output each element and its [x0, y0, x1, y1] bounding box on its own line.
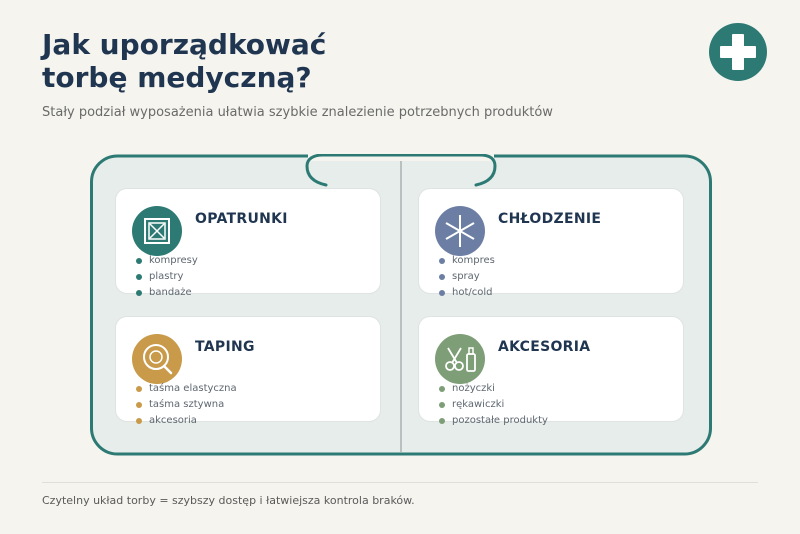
section-title: AKCESORIA — [498, 339, 591, 355]
list-item: taśma elastyczna — [136, 381, 237, 397]
list-item: plastry — [136, 269, 198, 285]
section-title: OPATRUNKI — [195, 211, 288, 227]
scissors-bottle-icon — [435, 334, 485, 384]
section-item-list — [439, 381, 548, 429]
section-item-list — [136, 253, 198, 301]
list-item: spray — [439, 269, 495, 285]
list-item: rękawiczki — [439, 397, 548, 413]
page-subtitle: Stały podział wyposażenia ułatwia szybkie znalezienie potrzebnych produktów — [42, 105, 553, 120]
list-item: bandaże — [136, 285, 198, 301]
medical-cross-logo-icon — [708, 22, 768, 82]
bandage-box-icon — [132, 206, 182, 256]
list-item: kompresy — [136, 253, 198, 269]
section-card-opatrunki — [115, 188, 381, 298]
footer-divider — [42, 482, 758, 483]
section-card-chlodzenie — [418, 188, 684, 298]
section-title: CHŁODZENIE — [498, 211, 602, 227]
section-item-list — [136, 381, 237, 429]
page-title: Jak uporządkować torbę medyczną? — [42, 28, 327, 94]
list-item: kompres — [439, 253, 495, 269]
list-item: pozostałe produkty — [439, 413, 548, 429]
section-item-list — [439, 253, 495, 301]
section-card-taping — [115, 316, 381, 426]
section-card-akcesoria — [418, 316, 684, 426]
list-item: nożyczki — [439, 381, 548, 397]
list-item: hot/cold — [439, 285, 495, 301]
snowflake-icon — [435, 206, 485, 256]
list-item: taśma sztywna — [136, 397, 237, 413]
tape-roll-icon — [132, 334, 182, 384]
section-title: TAPING — [195, 339, 255, 355]
footer-note: Czytelny układ torby = szybszy dostęp i łatwiejsza kontrola braków. — [42, 494, 415, 507]
list-item: akcesoria — [136, 413, 237, 429]
